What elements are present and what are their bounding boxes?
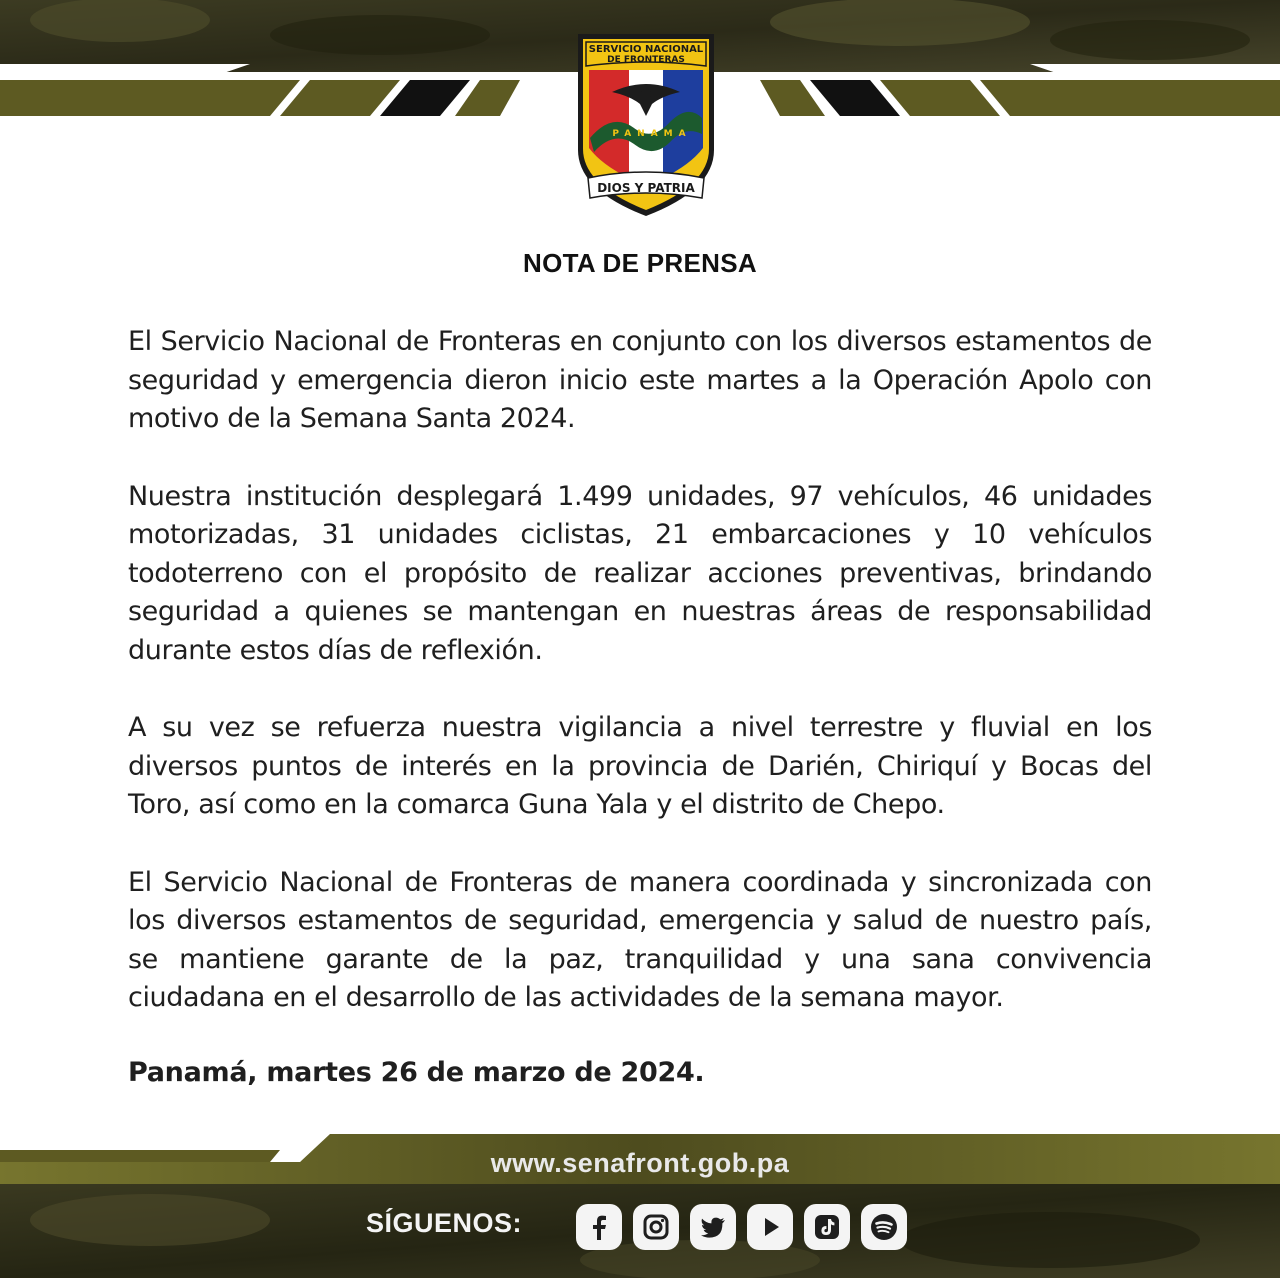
spotify-icon[interactable] bbox=[861, 1204, 907, 1250]
website-link[interactable]: www.senafront.gob.pa bbox=[490, 1148, 790, 1178]
press-release-body bbox=[128, 248, 1152, 1088]
paragraph-3: A su vez se refuerza nuestra vigilancia a nivel terrestre y fluvial en los diversos puntos de interés en la provincia de Darién, Chiriquí y Bocas del Toro, así como en la comarca Guna Yala y el distrito de Chepo. bbox=[128, 712, 1152, 820]
instagram-icon[interactable] bbox=[633, 1204, 679, 1250]
logo-org-line2: DE FRONTERAS bbox=[607, 55, 685, 65]
logo-org-line1: SERVICIO NACIONAL bbox=[588, 44, 704, 55]
paragraph-2: Nuestra institución desplegará 1.499 unidades, 97 vehículos, 46 unidades motorizadas, 31 unidades ciclistas, 21 embarcaciones y 10 vehículos todoterreno con el propósito de realizar acciones preventivas, brindando seguridad a quienes se mantengan en nuestras áreas de responsabilidad durante estos días de reflexión. bbox=[128, 480, 1152, 666]
follow-label: SÍGUENOS: bbox=[366, 1208, 523, 1238]
senafront-shield-logo bbox=[572, 30, 720, 220]
youtube-icon[interactable] bbox=[747, 1204, 793, 1250]
paragraph-1: El Servicio Nacional de Fronteras en conjunto con los diversos estamentos de seguridad y emergencia dieron inicio este martes a la Operación Apolo con motivo de la Semana Santa 2024. bbox=[128, 326, 1152, 434]
social-icons-row bbox=[576, 1204, 907, 1250]
dateline: Panamá, martes 26 de marzo de 2024. bbox=[128, 1056, 705, 1088]
twitter-icon[interactable] bbox=[690, 1204, 736, 1250]
paragraph-4: El Servicio Nacional de Fronteras de manera coordinada y sincronizada con los diversos estamentos de seguridad, emergencia y salud de nuestro país, se mantiene garante de la paz, tranquilidad y una sana convivencia ciudadana en el desarrollo de las actividades de la semana mayor. bbox=[128, 866, 1152, 1013]
logo-country: PANAMA bbox=[612, 129, 692, 139]
document-title: NOTA DE PRENSA bbox=[523, 248, 757, 278]
facebook-icon[interactable] bbox=[576, 1204, 622, 1250]
logo-motto: DIOS Y PATRIA bbox=[597, 181, 695, 195]
tiktok-icon[interactable] bbox=[804, 1204, 850, 1250]
